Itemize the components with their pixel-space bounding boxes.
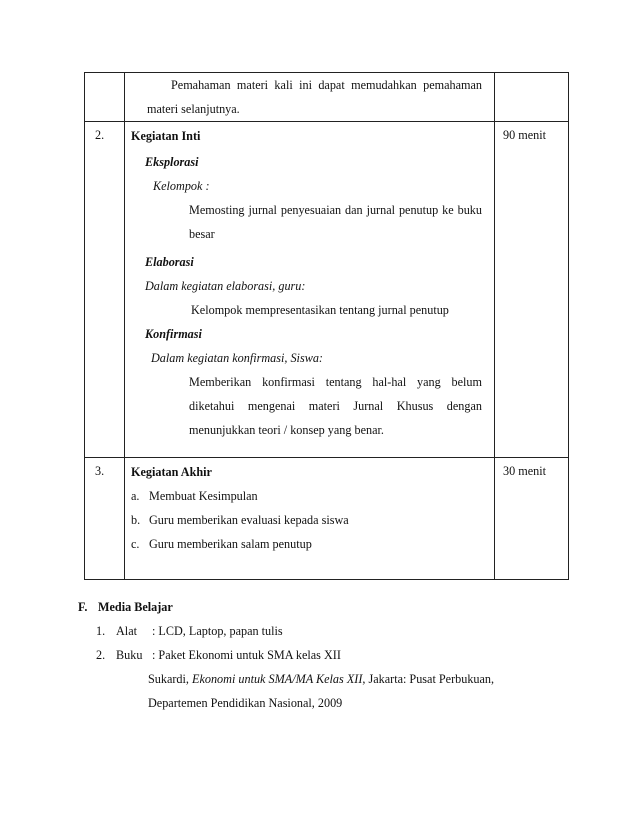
kegiatan-inti-title: Kegiatan Inti	[131, 129, 201, 143]
list-marker: c.	[131, 537, 140, 551]
eksplorasi-sub: Kelompok :	[153, 179, 210, 193]
table-row-kegiatan-inti	[85, 122, 569, 458]
media-belajar-section	[78, 595, 598, 715]
cell-continuation-text	[125, 73, 495, 122]
eksplorasi-heading: Eksplorasi	[145, 155, 199, 169]
section-letter: F.	[78, 600, 88, 614]
list-item	[131, 484, 482, 508]
konfirmasi-heading: Konfirmasi	[145, 327, 202, 341]
cell-no-3	[85, 458, 125, 580]
elaborasi-heading: Elaborasi	[145, 255, 194, 269]
cell-time-empty	[495, 73, 569, 122]
list-marker: b.	[131, 513, 141, 527]
list-item-text: Membuat Kesimpulan	[149, 489, 258, 503]
item-label: Buku	[116, 648, 143, 662]
section-heading	[78, 595, 598, 619]
duration-label: 90 menit	[503, 128, 546, 142]
table-row-kegiatan-akhir	[85, 458, 569, 580]
list-item	[131, 532, 482, 556]
eksplorasi-line-1: Memosting jurnal penyesuaian dan jurnal penutup ke buku	[189, 203, 482, 217]
duration-label: 30 menit	[503, 464, 546, 478]
cell-kegiatan-inti	[125, 122, 495, 458]
lesson-activity-table	[84, 72, 569, 580]
elaborasi-line-1: Kelompok mempresentasikan tentang jurnal penutup	[191, 303, 449, 317]
continuation-line-1: Pemahaman materi kali ini dapat memudahkan pemahaman	[171, 78, 482, 92]
list-item-text: Guru memberikan salam penutup	[149, 537, 312, 551]
cell-no-empty	[85, 73, 125, 122]
section-title: Media Belajar	[98, 600, 173, 614]
konfirmasi-line-1: Memberikan konfirmasi tentang hal-hal yang belum	[189, 375, 482, 389]
list-item-text: Guru memberikan evaluasi kepada siswa	[149, 513, 349, 527]
item-number: 1.	[96, 624, 106, 638]
cell-time-30	[495, 458, 569, 580]
konfirmasi-line-3: menunjukkan teori / konsep yang benar.	[189, 423, 384, 437]
elaborasi-sub: Dalam kegiatan elaborasi, guru:	[145, 279, 306, 293]
ref-publisher: Departemen Pendidikan Nasional, 2009	[148, 696, 343, 710]
item-label: Alat	[116, 624, 137, 638]
row-number: 3.	[95, 464, 105, 478]
item-value: : LCD, Laptop, papan tulis	[152, 624, 283, 638]
table-row-continuation	[85, 73, 569, 122]
book-reference-line-2	[78, 691, 598, 715]
continuation-line-2: materi selanjutnya.	[147, 102, 240, 116]
konfirmasi-line-2: diketahui mengenai materi Jurnal Khusus dengan	[189, 399, 482, 413]
ref-rest: , Jakarta: Pusat Perbukuan,	[362, 672, 495, 686]
item-number: 2.	[96, 648, 106, 662]
ref-title: Ekonomi untuk SMA/MA Kelas XII	[192, 672, 363, 686]
kegiatan-akhir-list	[131, 484, 482, 556]
ref-author: Sukardi,	[148, 672, 193, 686]
kegiatan-akhir-title: Kegiatan Akhir	[131, 465, 212, 479]
media-item-buku	[78, 643, 598, 667]
item-value: : Paket Ekonomi untuk SMA kelas XII	[152, 648, 341, 662]
cell-kegiatan-akhir	[125, 458, 495, 580]
row-number: 2.	[95, 128, 105, 142]
list-item	[131, 508, 482, 532]
cell-no-2	[85, 122, 125, 458]
media-item-alat	[78, 619, 598, 643]
list-marker: a.	[131, 489, 140, 503]
eksplorasi-line-2: besar	[189, 227, 215, 241]
konfirmasi-sub: Dalam kegiatan konfirmasi, Siswa:	[151, 351, 323, 365]
book-reference-line-1	[78, 667, 598, 691]
cell-time-90	[495, 122, 569, 458]
